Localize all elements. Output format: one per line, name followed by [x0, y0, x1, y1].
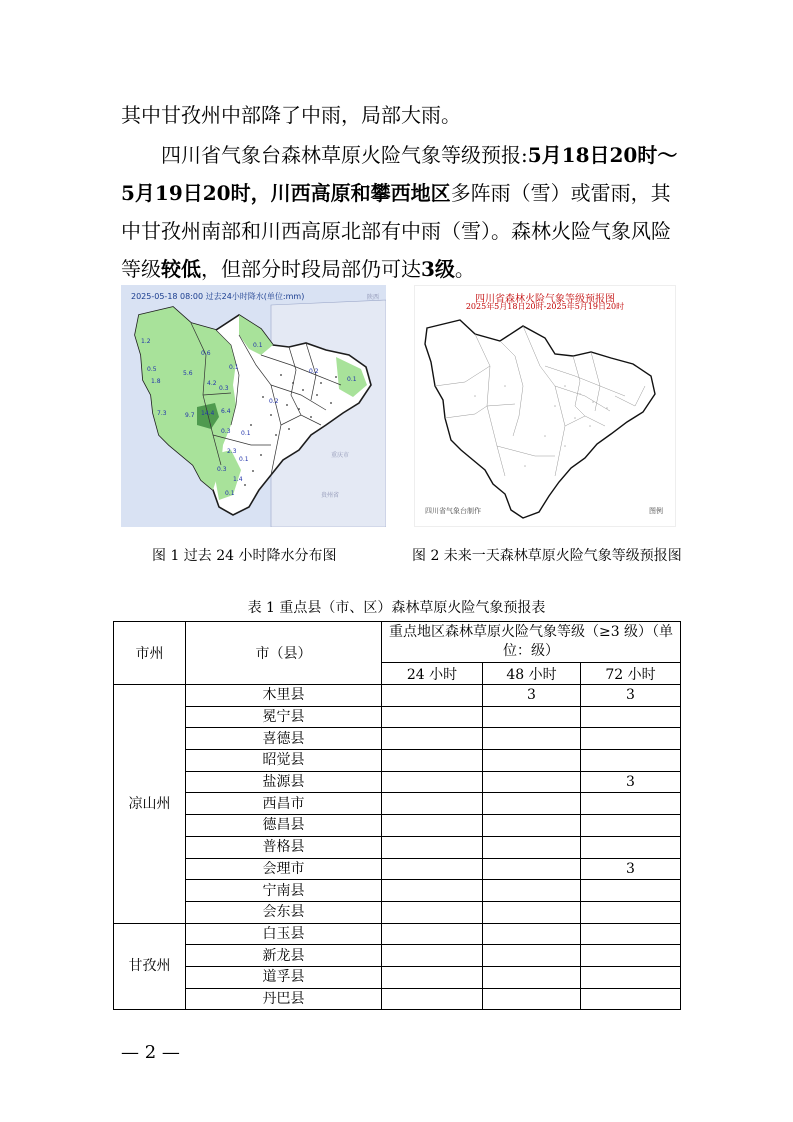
level-cell-h24 — [382, 706, 483, 728]
place-label: 重庆市 — [331, 452, 350, 459]
place-label: 陕西 — [367, 294, 380, 301]
fire-map-title: 四川省森林火险气象等级预报图 — [475, 294, 615, 305]
table-row — [114, 858, 681, 880]
map-value: 0.3 — [219, 385, 229, 392]
level-cell-h24 — [382, 815, 483, 837]
paragraph-rain-summary: 其中甘孜州中部降了中雨，局部大雨。 — [121, 103, 461, 127]
header-prefecture: 市州 — [114, 622, 186, 685]
level-cell-h24 — [382, 793, 483, 815]
fire-map-legend-label: 图例 — [649, 507, 663, 515]
level-cell-h24 — [382, 988, 483, 1010]
table-row — [114, 815, 681, 837]
county-cell: 冕宁县 — [186, 706, 382, 728]
level-cell-h72: 3 — [581, 771, 681, 793]
county-cell: 普格县 — [186, 836, 382, 858]
map-value: 7.3 — [157, 410, 167, 417]
level-cell-h72 — [581, 945, 681, 967]
level-cell-h72 — [581, 923, 681, 945]
map-value: 0.3 — [221, 428, 231, 435]
fire-map-credit: 四川省气象台制作 — [425, 507, 481, 515]
fire-map-subtitle: 2025年5月18日20时-2025年5月19日20时 — [465, 302, 625, 311]
header-24h: 24 小时 — [382, 663, 483, 685]
level-cell-h72 — [581, 793, 681, 815]
level-cell-h24 — [382, 728, 483, 750]
county-cell: 西昌市 — [186, 793, 382, 815]
fire-danger-map — [414, 285, 676, 527]
table-row — [114, 836, 681, 858]
level-cell-h48 — [483, 815, 581, 837]
level-cell-h24 — [382, 901, 483, 923]
level-cell-h48 — [483, 728, 581, 750]
level-cell-h48 — [483, 966, 581, 988]
table-caption: 表 1 重点县（市、区）森林草原火险气象预报表 — [247, 600, 546, 616]
table-row — [114, 901, 681, 923]
table-row — [114, 706, 681, 728]
header-level-group: 重点地区森林草原火险气象等级（≥3 级）（单位：级） — [382, 622, 681, 663]
level-cell-h24 — [382, 685, 483, 707]
forecast-detail-2: ，但部分时段局部仍可达 — [201, 257, 421, 281]
map-value: 0.1 — [239, 456, 249, 463]
level-cell-h72 — [581, 815, 681, 837]
map-value: 0.1 — [347, 376, 357, 383]
paragraph-forecast — [121, 136, 681, 288]
county-cell: 喜德县 — [186, 728, 382, 750]
forecast-end: 。 — [454, 257, 475, 281]
map-value: 0.1 — [253, 342, 263, 349]
figure1-caption: 图 1 过去 24 小时降水分布图 — [152, 548, 337, 564]
county-cell: 昭觉县 — [186, 750, 382, 772]
level-cell-h72 — [581, 988, 681, 1010]
level-cell-h48 — [483, 836, 581, 858]
map-value: 4.2 — [207, 380, 217, 387]
table-row — [114, 771, 681, 793]
page-number: — 2 — — [121, 1042, 180, 1063]
county-cell: 丹巴县 — [186, 988, 382, 1010]
level-cell-h48 — [483, 706, 581, 728]
table-row — [114, 966, 681, 988]
county-cell: 木里县 — [186, 685, 382, 707]
level-cell-h24 — [382, 858, 483, 880]
table-row — [114, 728, 681, 750]
county-cell: 道孚县 — [186, 966, 382, 988]
table-row — [114, 685, 681, 707]
level-cell-h24 — [382, 771, 483, 793]
level-cell-h72: 3 — [581, 685, 681, 707]
precipitation-map-graphic — [121, 285, 386, 527]
map-value: 2.3 — [227, 448, 237, 455]
level-cell-h72 — [581, 880, 681, 902]
map-value: 0.1 — [241, 430, 251, 437]
forecast-period: 5月18日20时～5月19日20时，川西高原和攀西地区 — [121, 143, 678, 205]
level-cell-h48: 3 — [483, 685, 581, 707]
level-cell-h24 — [382, 836, 483, 858]
map-value: 5.6 — [183, 370, 193, 377]
map-value: 0.2 — [309, 368, 319, 375]
map-value: 0.1 — [229, 364, 239, 371]
level-cell-h72 — [581, 750, 681, 772]
level-cell-h48 — [483, 945, 581, 967]
level-cell-h24 — [382, 750, 483, 772]
level-cell-h24 — [382, 923, 483, 945]
level-cell-h48 — [483, 771, 581, 793]
forecast-max-level: 3级 — [421, 257, 455, 281]
county-cell: 德昌县 — [186, 815, 382, 837]
table-row — [114, 923, 681, 945]
map-value: 1.2 — [141, 338, 151, 345]
prefecture-cell: 凉山州 — [114, 685, 186, 924]
level-cell-h72 — [581, 728, 681, 750]
map-value: 1.4 — [233, 476, 243, 483]
level-cell-h72 — [581, 836, 681, 858]
level-cell-h48 — [483, 750, 581, 772]
fire-danger-map-graphic — [415, 286, 675, 526]
place-label: 贵州省 — [321, 492, 340, 499]
header-48h: 48 小时 — [483, 663, 581, 685]
level-cell-h72 — [581, 966, 681, 988]
table-row — [114, 750, 681, 772]
map-value: 0.1 — [225, 490, 235, 497]
level-cell-h48 — [483, 880, 581, 902]
forecast-intro: 四川省气象台森林草原火险气象等级预报: — [161, 143, 528, 167]
county-cell: 盐源县 — [186, 771, 382, 793]
map-value: 0.2 — [269, 398, 279, 405]
precipitation-map-header: 2025-05-18 08:00 过去24小时降水(单位:mm) — [131, 292, 305, 301]
table-row — [114, 988, 681, 1010]
map-value: 0.6 — [201, 350, 211, 357]
forecast-risk-level: 较低 — [161, 257, 201, 281]
precipitation-map — [121, 285, 386, 527]
map-value: 14.4 — [201, 410, 215, 417]
map-value: 6.4 — [221, 408, 231, 415]
table-row — [114, 793, 681, 815]
level-cell-h48 — [483, 923, 581, 945]
level-cell-h72: 3 — [581, 858, 681, 880]
map-value: 0.5 — [147, 366, 157, 373]
fire-forecast-table — [113, 621, 681, 1010]
county-cell: 白玉县 — [186, 923, 382, 945]
header-county: 市（县） — [186, 622, 382, 685]
level-cell-h24 — [382, 945, 483, 967]
county-cell: 会理市 — [186, 858, 382, 880]
county-cell: 宁南县 — [186, 880, 382, 902]
county-cell: 会东县 — [186, 901, 382, 923]
figure2-caption: 图 2 未来一天森林草原火险气象等级预报图 — [412, 548, 682, 564]
map-value: 1.8 — [151, 378, 161, 385]
forecast-detail: 多阵雨（雪）或雷雨，其中甘孜州南部和川西高原北部有中雨（雪）。森林火险气象风险等级 — [121, 181, 671, 281]
table-row — [114, 945, 681, 967]
level-cell-h24 — [382, 966, 483, 988]
level-cell-h72 — [581, 706, 681, 728]
county-cell: 新龙县 — [186, 945, 382, 967]
level-cell-h48 — [483, 858, 581, 880]
level-cell-h72 — [581, 901, 681, 923]
table-row — [114, 880, 681, 902]
level-cell-h48 — [483, 793, 581, 815]
header-72h: 72 小时 — [581, 663, 681, 685]
map-value: 0.3 — [217, 466, 227, 473]
prefecture-cell: 甘孜州 — [114, 923, 186, 1010]
map-value: 9.7 — [185, 412, 195, 419]
level-cell-h48 — [483, 988, 581, 1010]
level-cell-h24 — [382, 880, 483, 902]
level-cell-h48 — [483, 901, 581, 923]
